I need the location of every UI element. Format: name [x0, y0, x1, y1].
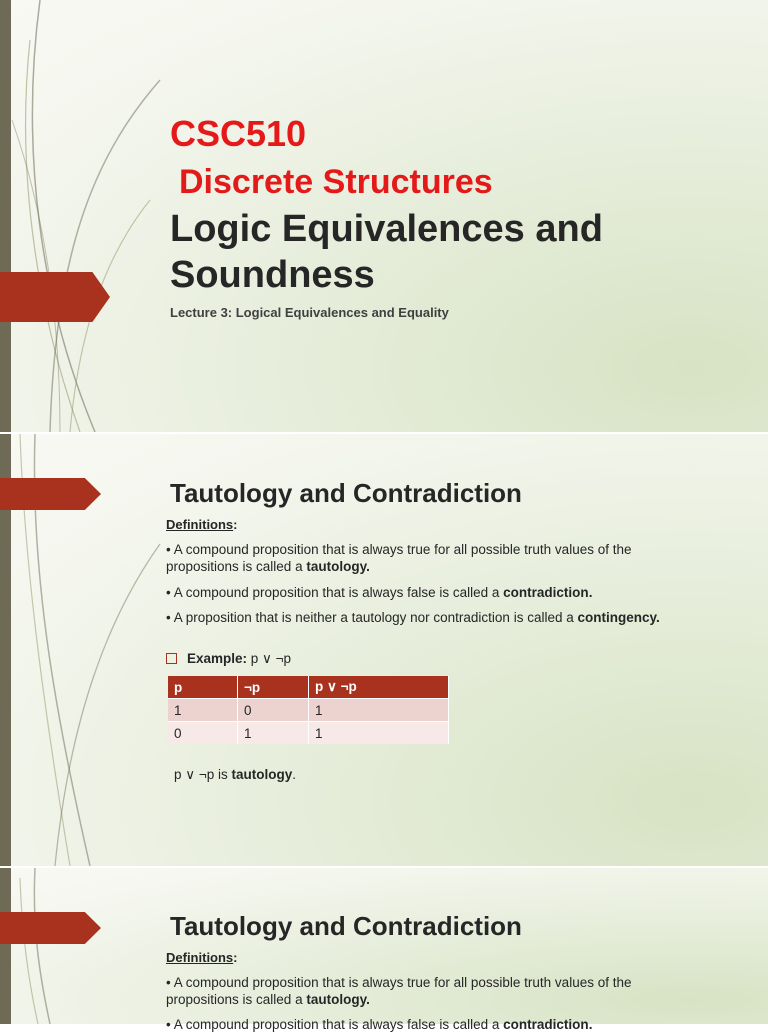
table-cell: 1 — [168, 699, 238, 722]
arrow-tab-icon — [0, 478, 101, 510]
square-bullet-icon — [166, 653, 177, 664]
definition-contingency: • A proposition that is neither a tautology nor contradiction is called a contingency. — [166, 610, 660, 625]
table-cell: 1 — [309, 699, 449, 722]
example-line — [166, 651, 291, 667]
table-cell: 0 — [238, 699, 309, 722]
arrow-tab-icon — [0, 272, 110, 322]
column-header: p ∨ ¬p — [309, 676, 449, 699]
definition-contradiction: • A compound proposition that is always false is called a contradiction. — [166, 585, 593, 600]
title-slide — [0, 0, 768, 432]
example-label: Example: — [187, 651, 248, 666]
column-header: ¬p — [238, 676, 309, 699]
table-row — [168, 722, 449, 745]
section-title: Tautology and Contradiction — [170, 911, 522, 941]
arrow-tab-icon — [0, 912, 101, 944]
table-cell: 0 — [168, 722, 238, 745]
definition-tautology: • A compound proposition that is always true for all possible truth values of the propositions is called a tautology. — [166, 542, 632, 574]
conclusion-text: p ∨ ¬p is tautology. — [174, 767, 297, 782]
definition-tautology: • A compound proposition that is always true for all possible truth values of the propositions is called a tautology. — [166, 975, 632, 1007]
course-code: CSC510 — [170, 113, 307, 154]
definitions-label: Definitions: — [166, 517, 238, 532]
slide-title: Logic Equivalences and Soundness — [170, 208, 603, 296]
table-cell: 1 — [309, 722, 449, 745]
column-header: p — [168, 676, 238, 699]
example-expression: p ∨ ¬p — [247, 651, 292, 666]
table-header-row — [168, 676, 449, 699]
course-name: Discrete Structures — [179, 163, 493, 201]
definitions-label: Definitions: — [166, 950, 238, 965]
definition-contradiction: • A compound proposition that is always false is called a contradiction. — [166, 1017, 593, 1032]
table-row — [168, 699, 449, 722]
truth-table — [168, 676, 449, 744]
section-title: Tautology and Contradiction — [170, 478, 522, 508]
table-cell: 1 — [238, 722, 309, 745]
slide-subtitle: Lecture 3: Logical Equivalences and Equality — [170, 305, 449, 320]
